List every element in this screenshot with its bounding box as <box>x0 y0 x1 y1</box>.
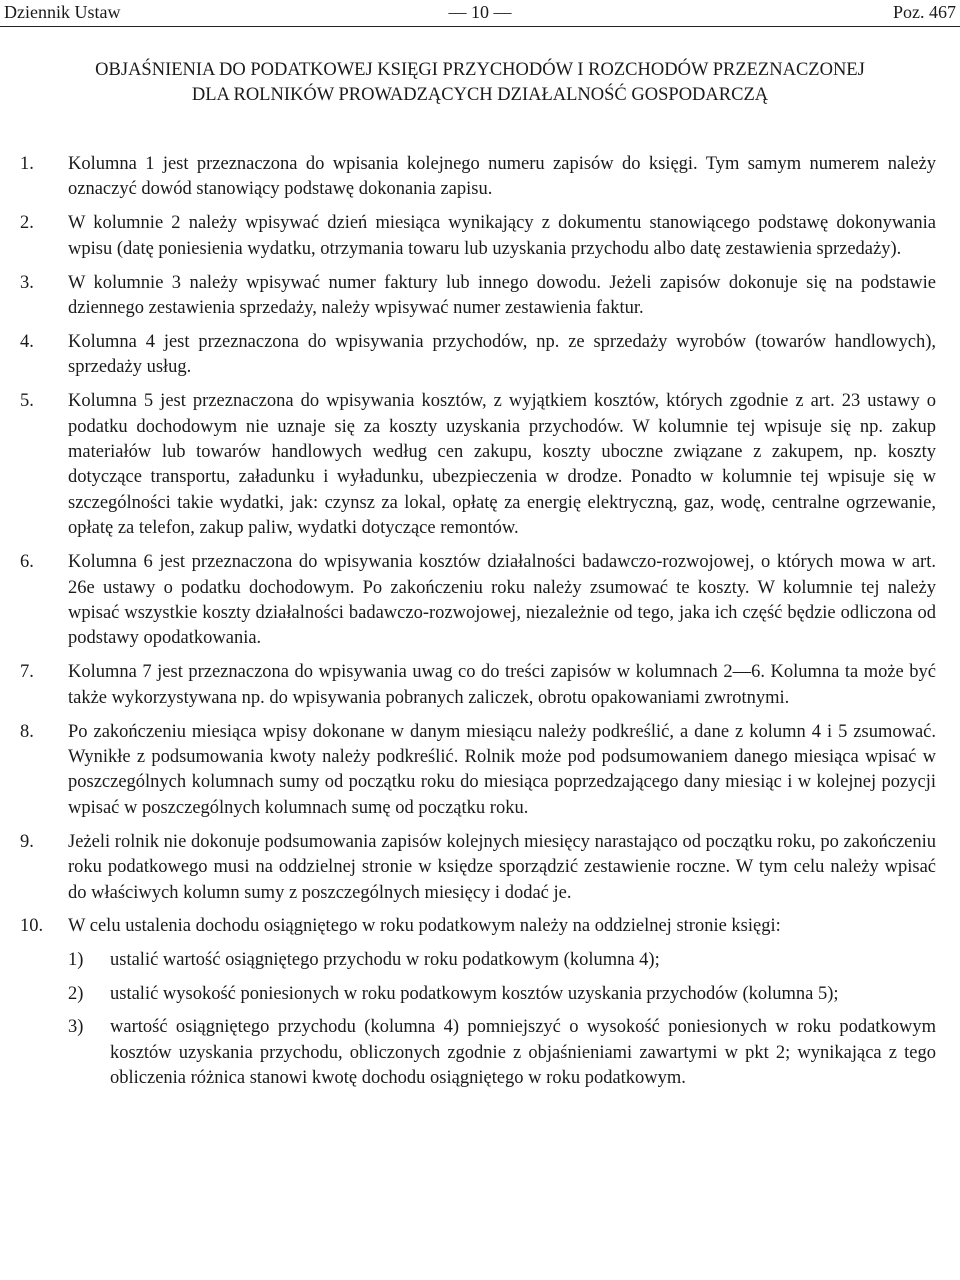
title-line-2: DLA ROLNIKÓW PROWADZĄCYCH DZIAŁALNOŚĆ GOSPODARCZĄ <box>191 85 769 105</box>
list-item <box>20 660 936 711</box>
page-header <box>0 0 960 24</box>
item-text: W kolumnie 3 należy wpisywać numer faktury lub innego dowodu. Jeżeli zapisów dokonuje się na podstawie dziennego zestawienia sprzedaży, należy wpisywać numer zestawienia faktur. <box>68 272 936 319</box>
sub-list-item <box>20 1015 936 1091</box>
list-item <box>20 211 936 262</box>
item-number: 1. <box>20 154 34 174</box>
item-text: Kolumna 7 jest przeznaczona do wpisywania uwag co do treści zapisów w kolumnach 2—6. Kolumna ta może być także wykorzystywana np. do wpisywania pobranych zaliczek, obrotu opakowaniami zwrotnymi. <box>68 662 936 708</box>
list-item <box>20 720 936 822</box>
document-title <box>0 58 960 108</box>
item-number: 3. <box>20 272 34 293</box>
item-text: Jeżeli rolnik nie dokonuje podsumowania zapisów kolejnych miesięcy narastająco od początku roku, po zakończeniu roku podatkowego musi na oddzielnej stronie w księdze sporządzić zestawienie roczne. W tym celu należy wpisać do właściwych kolumn sumy z poszczególnych miesięcy i dodać je. <box>68 831 936 903</box>
list-item <box>20 271 936 322</box>
sub-list-item <box>20 948 936 973</box>
item-number: 10. <box>20 916 44 937</box>
list-item <box>20 830 936 906</box>
sub-item-number: 1) <box>68 950 84 971</box>
page-number: — 10 — <box>448 2 512 22</box>
title-line-1: OBJAŚNIENIA DO PODATKOWEJ KSIĘGI PRZYCHODÓW I ROZCHODÓW PRZEZNACZONEJ <box>95 60 865 80</box>
item-text: Po zakończeniu miesiąca wpisy dokonane w danym miesiącu należy podkreślić, a dane z kolumn 4 i 5 zsumować. Wynikłe z podsumowania kwoty należy podkreślić. Rolnik może pod podsumowaniem danego miesiąca wpisać w poszczególnych kolumnach sumy od początku roku do miesiąca poprzedzającego dany miesiąc i w kolejnej pozycji wpisać w poszczególnych kolumnach sumę od początku roku. <box>68 721 936 818</box>
sub-list <box>20 948 936 1091</box>
sub-item-number: 2) <box>68 983 84 1004</box>
list-item <box>20 914 936 939</box>
sub-item-text: wartość osiągniętego przychodu (kolumna 4) pomniejszyć o wysokość poniesionych w roku podatkowym kosztów uzyskania przychodu, obliczonych zgodnie z objaśnieniami zawartymi w pkt 2; wynikająca z tego obliczenia różnica stanowi kwotę dochodu osiągniętego w roku podatkowym. <box>110 1017 936 1088</box>
list-item <box>20 550 936 652</box>
item-text: Kolumna 1 jest przeznaczona do wpisania kolejnego numeru zapisów do księgi. Tym samym numerem należy oznaczyć dowód stanowiący podstawę dokonania zapisu. <box>68 154 936 200</box>
item-number: 2. <box>20 213 34 234</box>
sub-item-text: ustalić wysokość poniesionych w roku podatkowym kosztów uzyskania przychodów (kolumna 5); <box>110 983 839 1004</box>
item-text: Kolumna 6 jest przeznaczona do wpisywania kosztów działalności badawczo-rozwojowej, o których mowa w art. 26e ustawy o podatku dochodowym. Po zakończeniu roku należy zsumować te koszty. W kolumnie tej należy wpisać wszystkie koszty działalności badawczo-rozwojowej, niezależnie od tego, jaka ich część będzie odliczona od podstawy opodatkowania. <box>68 552 936 649</box>
explanations-list <box>20 152 936 1091</box>
item-number: 4. <box>20 331 34 352</box>
list-item <box>20 152 936 203</box>
item-number: 7. <box>20 662 34 683</box>
item-text: Kolumna 4 jest przeznaczona do wpisywania przychodów, np. ze sprzedaży wyrobów (towarów handlowych), sprzedaży usług. <box>68 331 936 378</box>
header-divider <box>0 26 960 27</box>
item-number: 9. <box>20 831 34 852</box>
sub-item-number: 3) <box>68 1017 84 1038</box>
item-number: 8. <box>20 721 34 742</box>
sub-list-item <box>20 982 936 1007</box>
position-number: Poz. 467 <box>893 2 956 22</box>
item-text: W celu ustalenia dochodu osiągniętego w roku podatkowym należy na oddzielnej stronie księgi: <box>68 916 781 937</box>
item-number: 5. <box>20 391 34 412</box>
sub-item-text: ustalić wartość osiągniętego przychodu w roku podatkowym (kolumna 4); <box>110 950 660 971</box>
journal-name: Dziennik Ustaw <box>4 2 121 22</box>
item-text: Kolumna 5 jest przeznaczona do wpisywania kosztów, z wyjątkiem kosztów, których zgodnie z art. 23 ustawy o podatku dochodowym nie uznaje się za koszty uzyskania przychodów. W kolumnie tej wpisuje się np. zakup materiałów lub towarów handlowych według cen zakupu, koszty uboczne związane z zakupem, np. koszty dotyczące transportu, załadunku i wyładunku, ubezpieczenia w drodze. Ponadto w kolumnie tej wpisuje się w szczególności takie wydatki, jak: czynsz za lokal, opłatę za energię elektryczną, gaz, wodę, centralne ogrzewanie, opłatę za telefon, zakup paliw, wydatki dotyczące remontów. <box>68 391 936 539</box>
list-item <box>20 330 936 381</box>
item-number: 6. <box>20 552 34 573</box>
item-text: W kolumnie 2 należy wpisywać dzień miesiąca wynikający z dokumentu stanowiącego podstawę dokonywania wpisu (datę poniesienia wydatku, otrzymania towaru lub uzyskania przychodu albo datę zestawienia sprzedaży). <box>68 213 936 259</box>
list-item <box>20 389 936 541</box>
